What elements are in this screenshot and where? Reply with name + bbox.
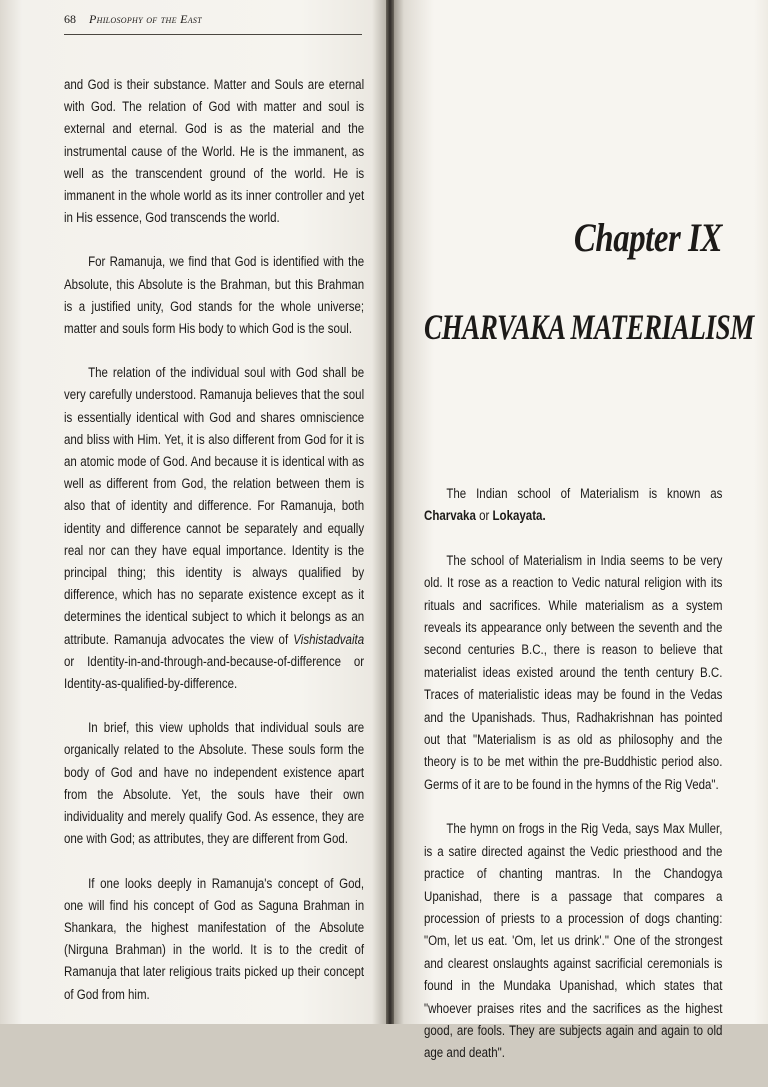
term-vishistadvaita: Vishistadvaita xyxy=(293,631,365,647)
running-title: Philosophy of the East xyxy=(89,12,202,26)
left-page xyxy=(0,0,390,1024)
paragraph: The hymn on frogs in the Rig Veda, says Max Muller, is a satire directed against the Vedic priesthood and the practice of chanting mantras. In the Chandogya Upanishad, there is a passage that compares a procession of priests to a procession of dogs chanting: "Om, let us eat. 'Om, let us drink'." One of the strongest and clearest onslaughts against sacrificial ceremonials is found in the Mundaka Upanishad, which states that "whoever praises rites and the sacrifices as the highest good, are fools. They are subjects again and again to old age and death". xyxy=(424,821,723,1061)
book-gutter xyxy=(386,0,394,1024)
chapter-title: CHARVAKA MATERIALISM xyxy=(424,307,754,347)
paragraph: For Ramanuja, we find that God is identified with the Absolute, this Absolute is the Brahman, but this Brahman is a justified unity, God stands for the whole universe; matter and souls form His body to which God is the soul. xyxy=(64,254,365,337)
paragraph: If one looks deeply in Ramanuja's concept of God, one will find his concept of God as Saguna Brahman in Shankara, the highest manifestation of the Absolute (Nirguna Brahman) in the world. It is to the credit of Ramanuja that later religious traits picked up their concept of God from him. xyxy=(64,875,365,1002)
paragraph: The school of Materialism in India seems to be very old. It rose as a reaction to Vedic natural religion with its rituals and sacrifices. While materialism as a system reveals its appearance only between the seventh and the second centuries B.C., there is reason to believe that materialist ideas existed around the tenth century B.C. Traces of materialistic ideas may be found in the Vedas and the Upanishads. Thus, Radhakrishnan has pointed out that "Materialism is as old as philosophy and the theory is to be met within the pre-Buddhistic period also. Germs of it are to be found in the hymns of the Rig Veda". xyxy=(424,552,723,792)
intro-paragraph xyxy=(424,483,722,528)
paragraph xyxy=(64,362,364,695)
term-lokayata: Lokayata. xyxy=(492,508,546,524)
chapter-label: Chapter IX xyxy=(573,215,722,260)
paragraph: In brief, this view upholds that individual souls are organically related to the Absolute. These souls form the body of God and have no independent existence apart from the Absolute. Yet, the souls have their own individuality and merely qualify God. As essence, they are one with God; as attributes, they are different from God. xyxy=(64,720,365,847)
right-body-text xyxy=(424,483,723,1087)
paragraph-text: or xyxy=(475,508,493,524)
running-head xyxy=(64,12,362,35)
paragraph-text: The relation of the individual soul with God shall be very carefully understood. Ramanuja believes that the soul is essentially identical with God and shares omniscience and bliss with Him. Yet, it is also different from God for it is an atomic mode of God. And because it is identical with as well as different from God, the relation between them is also that of identity and difference. For Ramanuja, both identity and difference cannot be separately and equally real nor can they have equal importance. Identity is the principal thing; this identity is always qualified by difference, which has no separate existence except as it determines the identical subject to which it belongs as an attribute. Ramanuja advocates the view of xyxy=(64,365,365,647)
paragraph: and God is their substance. Matter and Souls are eternal with God. The relation of God with matter and soul is external and eternal. God is as the material and the instrumental cause of the World. He is the immanent, as well as the transcendent ground of the world. He is immanent in the whole world as its inner controller and yet in His essence, God transcends the world. xyxy=(64,77,365,226)
page-number: 68 xyxy=(64,12,76,26)
paragraph-text: or Identity-in-and-through-and-because-of-difference or Identity-as-qualified-by-difference. xyxy=(64,653,365,692)
left-body-text xyxy=(64,74,365,1028)
term-charvaka: Charvaka xyxy=(424,508,476,524)
paragraph-text: The Indian school of Materialism is known as xyxy=(446,486,723,501)
